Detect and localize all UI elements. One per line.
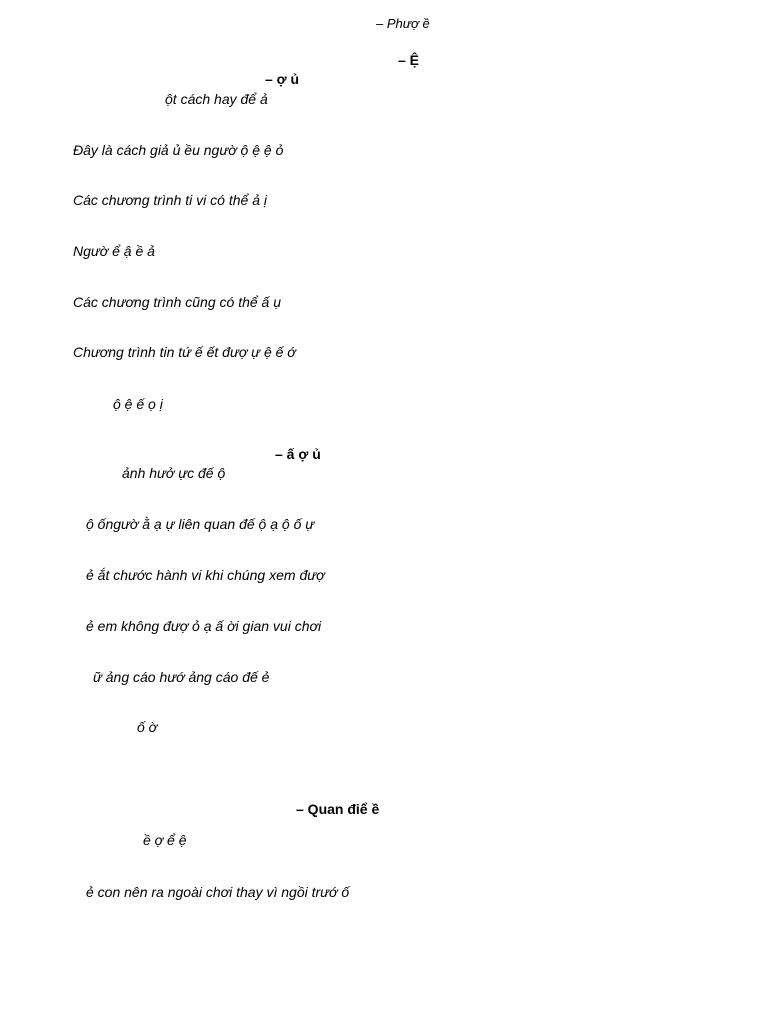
section-1-item: Đây là cách giả ủ ều ngườ ộ ệ ệ ỏ (73, 142, 284, 158)
section-2-intro: ảnh hưở ực đế ộ (122, 465, 226, 481)
section-2-heading: – ấ ợ ủ (275, 446, 321, 462)
section-1-item: Ngườ ể ậ ề ả (73, 243, 155, 259)
section-1-item: ộ ệ ế ọ ị (113, 396, 163, 412)
section-1-item: Các chương trình ti vi có thể ả ị (73, 192, 267, 208)
page-title-line-1: – Ệ (398, 52, 420, 68)
section-3-heading: – Quan điể ề (296, 801, 380, 817)
section-3-item: ẻ con nên ra ngoài chơi thay vì ngồi trướ ố (86, 884, 350, 900)
section-1-item: Các chương trình cũng có thể ấ ụ (73, 294, 282, 310)
page-title-line-2: – ợ ủ (265, 71, 300, 87)
section-2-item: ộ ốngườ ằ ạ ự liên quan đế ộ ạ ộ ố ự (86, 516, 315, 532)
section-2-item: ẻ ắt chước hành vi khi chúng xem đượ (86, 567, 325, 583)
section-3-intro: ề ợ ể ệ (143, 832, 187, 848)
section-2-item: ữ ảng cáo hướ ảng cáo đế ẻ (93, 669, 270, 685)
page-header: – Phượ ề (376, 16, 430, 31)
section-2-item: ố ờ (137, 719, 158, 735)
section-1-item: Chương trình tin tứ ế ết đượ ự ệ ế ớ (73, 344, 296, 360)
section-2-item: ẻ em không đượ ỏ ạ ấ ời gian vui chơi (86, 618, 322, 634)
section-1-intro: ột cách hay để ả (165, 91, 268, 107)
